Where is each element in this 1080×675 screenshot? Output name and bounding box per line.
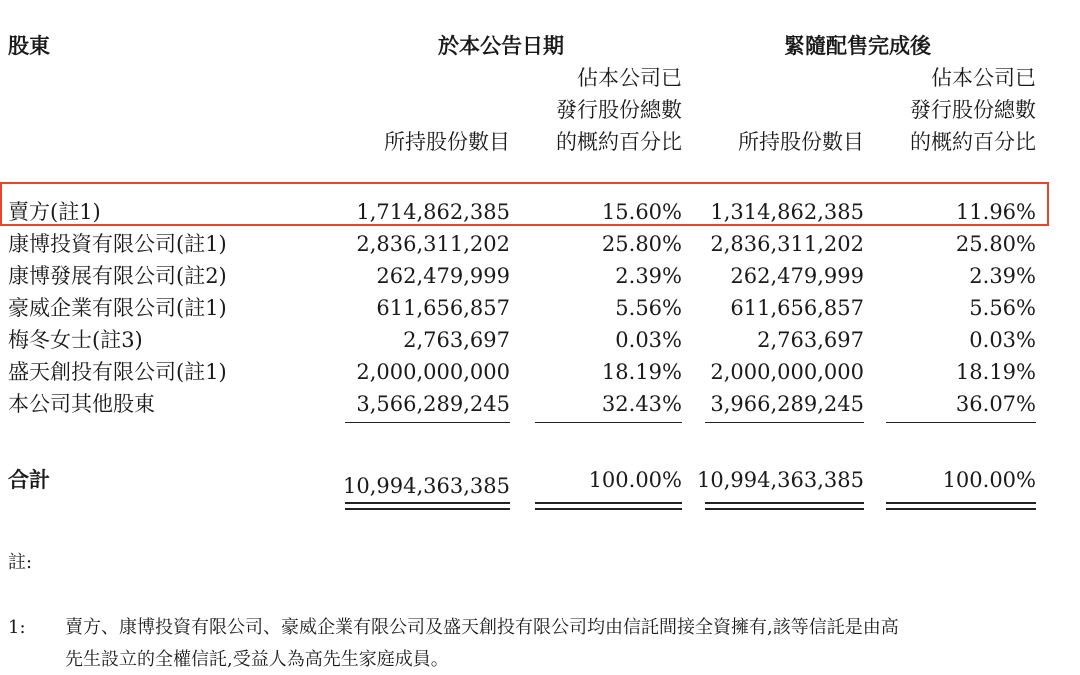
header-pct-after-line2: 發行股份總數: [910, 98, 1036, 122]
row-shares-now: 2,000,000,000: [356, 360, 510, 384]
row-pct-after: 36.07%: [955, 392, 1036, 416]
total-shares-after: 10,994,363,385: [697, 468, 864, 492]
double-underline-pct-after: [886, 502, 1036, 510]
header-shareholder: 股東: [8, 34, 50, 58]
double-underline-shares-now: [345, 502, 510, 510]
row-shares-after: 2,000,000,000: [710, 360, 864, 384]
total-pct-now: 100.00%: [588, 468, 682, 492]
header-shares-after: 所持股份數目: [738, 130, 864, 154]
row-name: 賣方(註1): [8, 200, 101, 224]
row-pct-now: 2.39%: [615, 264, 682, 288]
row-pct-now: 0.03%: [615, 328, 682, 352]
table-row: [0, 260, 1080, 292]
header-pct-now-line2: 發行股份總數: [556, 98, 682, 122]
header-shares-now: 所持股份數目: [384, 130, 510, 154]
row-shares-now: 3,566,289,245: [356, 392, 510, 416]
row-shares-now: 262,479,999: [376, 264, 510, 288]
table-row: [0, 356, 1080, 388]
notes-title: 註:: [8, 552, 33, 573]
note1-line1: 賣方、康博投資有限公司、豪威企業有限公司及盛天創投有限公司均由信託間接全資擁有,該等信託是由高: [65, 617, 899, 638]
row-shares-after: 3,966,289,245: [710, 392, 864, 416]
header-pct-now-line1: 佔本公司已: [577, 66, 682, 90]
row-pct-after: 2.39%: [969, 264, 1036, 288]
underline-pct-now: [535, 422, 682, 423]
double-underline-pct-now: [535, 502, 682, 510]
row-shares-now: 1,714,862,385: [356, 200, 510, 224]
row-pct-now: 18.19%: [601, 360, 682, 384]
row-pct-now: 15.60%: [601, 200, 682, 224]
row-shares-now: 2,836,311,202: [356, 232, 510, 256]
header-pct-now-line3: 的概約百分比: [556, 130, 682, 154]
row-pct-after: 18.19%: [955, 360, 1036, 384]
row-pct-now: 5.56%: [615, 296, 682, 320]
total-label: 合計: [8, 468, 50, 492]
row-name: 康博發展有限公司(註2): [8, 264, 227, 288]
row-shares-after: 2,763,697: [757, 328, 864, 352]
row-shares-now: 2,763,697: [403, 328, 510, 352]
row-pct-after: 0.03%: [969, 328, 1036, 352]
row-name: 盛天創投有限公司(註1): [8, 360, 227, 384]
header-pct-after-line3: 的概約百分比: [910, 130, 1036, 154]
header-group-after: 緊隨配售完成後: [784, 34, 931, 58]
row-name: 康博投資有限公司(註1): [8, 232, 227, 256]
note1-line2: 先生設立的全權信託,受益人為高先生家庭成員。: [65, 649, 449, 670]
row-shares-after: 1,314,862,385: [710, 200, 864, 224]
table-row: [0, 324, 1080, 356]
underline-shares-now: [345, 422, 510, 423]
note1-number: 1:: [8, 617, 26, 638]
row-name: 本公司其他股東: [8, 392, 155, 416]
header-pct-after-line1: 佔本公司已: [931, 66, 1036, 90]
table-row: [0, 196, 1080, 228]
row-shares-now: 611,656,857: [376, 296, 510, 320]
row-pct-after: 5.56%: [969, 296, 1036, 320]
row-name: 豪威企業有限公司(註1): [8, 296, 227, 320]
row-pct-now: 32.43%: [601, 392, 682, 416]
double-underline-shares-after: [705, 502, 864, 510]
underline-pct-after: [886, 422, 1036, 423]
table-row: [0, 228, 1080, 260]
row-pct-now: 25.80%: [601, 232, 682, 256]
row-shares-after: 262,479,999: [730, 264, 864, 288]
total-pct-after: 100.00%: [942, 468, 1036, 492]
total-shares-now: 10,994,363,385: [343, 474, 510, 498]
table-row: [0, 388, 1080, 420]
row-shares-after: 611,656,857: [730, 296, 864, 320]
row-pct-after: 25.80%: [955, 232, 1036, 256]
row-pct-after: 11.96%: [955, 200, 1036, 224]
table-row: [0, 292, 1080, 324]
row-name: 梅冬女士(註3): [8, 328, 143, 352]
header-group-current: 於本公告日期: [438, 34, 564, 58]
total-row: [0, 464, 1080, 496]
row-shares-after: 2,836,311,202: [710, 232, 864, 256]
underline-shares-after: [705, 422, 864, 423]
